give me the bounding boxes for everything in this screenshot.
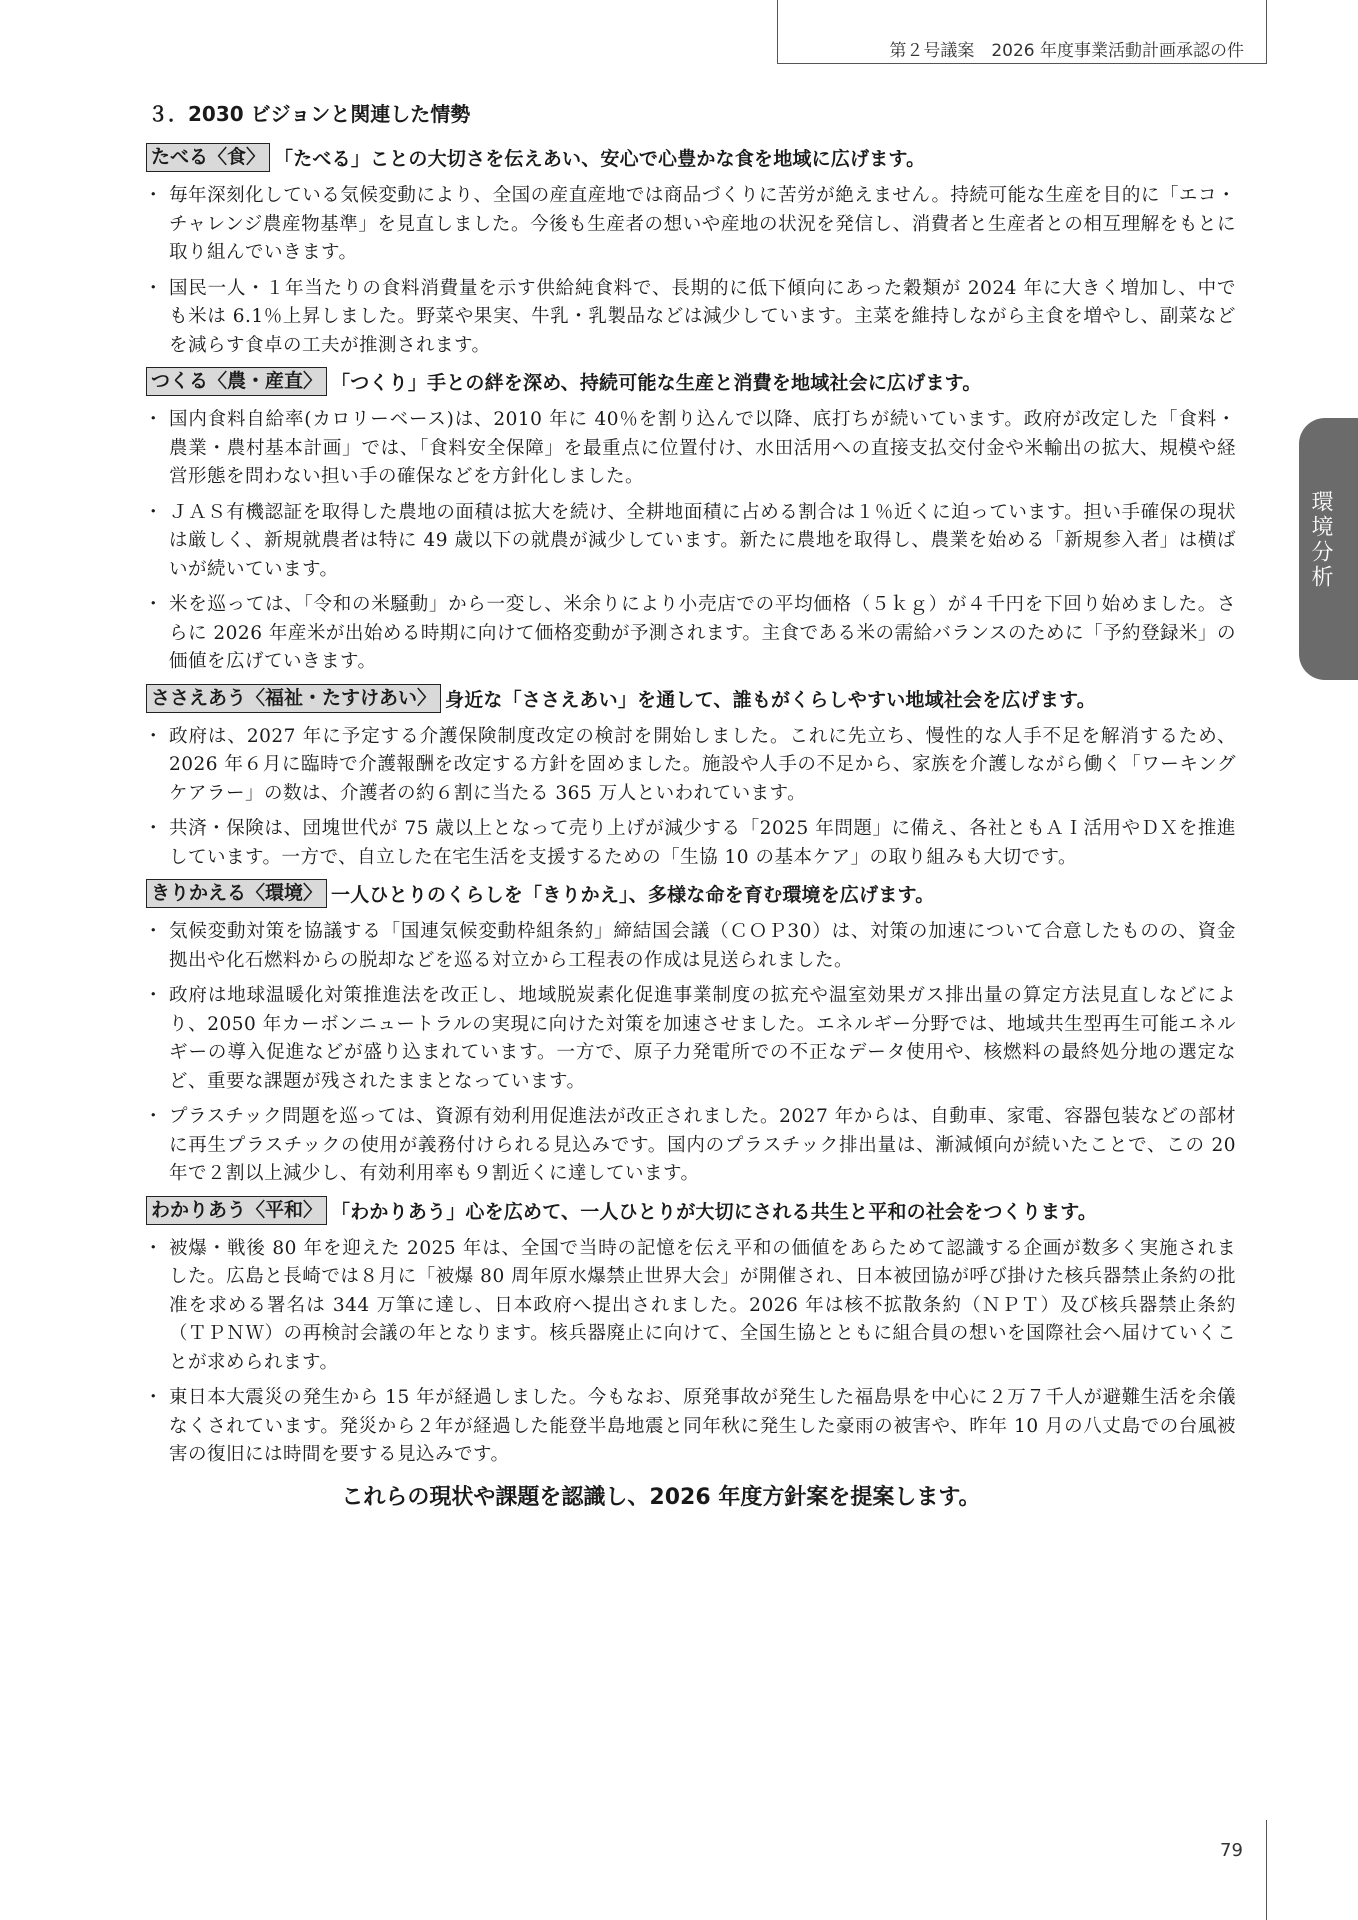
main-content xyxy=(146,98,1236,1511)
topic-tag: ささえあう〈福祉・たすけあい〉 xyxy=(146,684,441,713)
topic-heading xyxy=(146,1196,1236,1225)
page-header xyxy=(777,0,1267,64)
topic-tag: たべる〈食〉 xyxy=(146,143,270,172)
section-title: ３．2030 ビジョンと関連した情勢 xyxy=(148,102,471,126)
topic-tag: わかりあう〈平和〉 xyxy=(146,1196,327,1225)
topic-headline: 「わかりあう」心を広めて、一人ひとりが大切にされる共生と平和の社会をつくります。 xyxy=(331,1200,1098,1223)
topic-tsukuru xyxy=(146,367,1236,677)
conclusion: これらの現状や課題を認識し、2026 年度方針案を提案します。 xyxy=(341,1484,981,1510)
bullet-item: ・ 国内食料自給率(カロリーベース)は、2010 年に 40％を割り込んで以降、底打ちが続いています。政府が改定した「食料・農業・農村基本計画」では、「食料安全保障」を最重点に位置付け、水田活用への直接支払交付金や米輸出の拡大、規模や経営形態を問わない担い手の確保などを方針化しました。 xyxy=(146,406,1236,492)
topic-headline: 一人ひとりのくらしを「きりかえ」、多様な命を育む環境を広げます。 xyxy=(331,884,935,906)
bullet-item: ・ 米を巡っては、「令和の米騒動」から一変し、米余りにより小売店での平均価格（５ｋｇ）が４千円を下回り始めました。さらに 2026 年産米が出始める時期に向けて価格変動が予測されます。主食である米の需給バランスのために「予約登録米」の価値を広げていきます。 xyxy=(146,591,1236,677)
topic-wakariau xyxy=(146,1196,1236,1470)
bullet-item: ・ 毎年深刻化している気候変動により、全国の産直産地では商品づくりに苦労が絶えません。持続可能な生産を目的に「エコ・チャレンジ農産物基準」を見直しました。今後も生産者の想いや産地の状況を発信し、消費者と生産者との相互理解をもとに取り組んでいきます。 xyxy=(146,182,1236,268)
footer-rule xyxy=(1266,1820,1267,1920)
bullet-item: ・ 被爆・戦後 80 年を迎えた 2025 年は、全国で当時の記憶を伝え平和の価値をあらためて認識する企画が数多く実施されました。広島と長崎では８月に「被爆 80 周年原水爆禁止世界大会」が開催され、日本被団協が呼び掛けた核兵器禁止条約の批准を求める署名は 344 万筆に達し、日本政府へ提出されました。2026 年は核不拡散条約（ＮＰＴ）及び核兵器禁止条約（ＴＰＮＷ）の再検討会議の年となります。核兵器廃止に向けて、全国生協とともに組合員の想いを国際社会へ届けていくことが求められます。 xyxy=(146,1235,1236,1378)
bullet-item: ・ プラスチック問題を巡っては、資源有効利用促進法が改正されました。2027 年からは、自動車、家電、容器包装などの部材に再生プラスチックの使用が義務付けられる見込みです。国内のプラスチック排出量は、漸減傾向が続いたことで、この 20 年で２割以上減少し、有効利用率も９割近くに達しています。 xyxy=(146,1103,1236,1189)
topic-headline: 「たべる」ことの大切さを伝えあい、安心で心豊かな食を地域に広げます。 xyxy=(274,148,926,170)
bullet-item: ・ 国民一人・１年当たりの食料消費量を示す供給純食料で、長期的に低下傾向にあった穀類が 2024 年に大きく増加し、中でも米は 6.1％上昇しました。野菜や果実、牛乳・乳製品などは減少しています。主菜を維持しながら主食を増やし、副菜などを減らす食卓の工夫が推測されます。 xyxy=(146,275,1236,361)
topic-heading xyxy=(146,367,1236,396)
page-number: 79 xyxy=(1220,1840,1243,1861)
side-tab-label: 環境分析 xyxy=(1308,490,1333,590)
topic-heading xyxy=(146,879,1236,908)
topic-headline: 「つくり」手との絆を深め、持続可能な生産と消費を地域社会に広げます。 xyxy=(331,372,982,394)
bullet-item: ・ 政府は地球温暖化対策推進法を改正し、地域脱炭素化促進事業制度の拡充や温室効果ガス排出量の算定方法見直しなどにより、2050 年カーボンニュートラルの実現に向けた対策を加速させました。エネルギー分野では、地域共生型再生可能エネルギーの導入促進などが盛り込まれています。一方で、原子力発電所での不正なデータ使用や、核燃料の最終処分地の選定など、重要な課題が残されたままとなっています。 xyxy=(146,982,1236,1096)
bullet-item: ・ ＪＡＳ有機認証を取得した農地の面積は拡大を続け、全耕地面積に占める割合は１％近くに迫っています。担い手確保の現状は厳しく、新規就農者は特に 49 歳以下の就農が減少しています。新たに農地を取得し、農業を始める「新規参入者」は横ばいが続いています。 xyxy=(146,499,1236,585)
topic-tag: きりかえる〈環境〉 xyxy=(146,879,327,908)
topic-heading xyxy=(146,684,1236,713)
bullet-item: ・ 政府は、2027 年に予定する介護保険制度改定の検討を開始しました。これに先立ち、慢性的な人手不足を解消するため、2026 年６月に臨時で介護報酬を改定する方針を固めました。施設や人手の不足から、家族を介護しながら働く「ワーキングケアラー」の数は、介護者の約６割に当たる 365 万人といわれています。 xyxy=(146,723,1236,809)
topic-headline: 身近な「ささえあい」を通して、誰もがくらしやすい地域社会を広げます。 xyxy=(445,688,1096,711)
topic-tag: つくる〈農・産直〉 xyxy=(146,367,327,396)
bullet-item: ・ 共済・保険は、団塊世代が 75 歳以上となって売り上げが減少する「2025 年問題」に備え、各社ともＡＩ活用やＤＸを推進しています。一方で、自立した在宅生活を支援するための「生協 10 の基本ケア」の取り組みも大切です。 xyxy=(146,815,1236,872)
header-title: 第２号議案 2026 年度事業活動計画承認の件 xyxy=(889,41,1244,61)
topic-heading xyxy=(146,143,1236,172)
topic-kirikaeru xyxy=(146,879,1236,1189)
bullet-item: ・ 東日本大震災の発生から 15 年が経過しました。今もなお、原発事故が発生した福島県を中心に２万７千人が避難生活を余儀なくされています。発災から２年が経過した能登半島地震と同年秋に発生した豪雨の被害や、昨年 10 月の八丈島での台風被害の復旧には時間を要する見込みです。 xyxy=(146,1384,1236,1470)
topic-taberu xyxy=(146,143,1236,360)
bullet-item: ・ 気候変動対策を協議する「国連気候変動枠組条約」締結国会議（ＣＯＰ30）は、対策の加速について合意したものの、資金拠出や化石燃料からの脱却などを巡る対立から工程表の作成は見送られました。 xyxy=(146,918,1236,975)
topic-sasaeau xyxy=(146,684,1236,873)
